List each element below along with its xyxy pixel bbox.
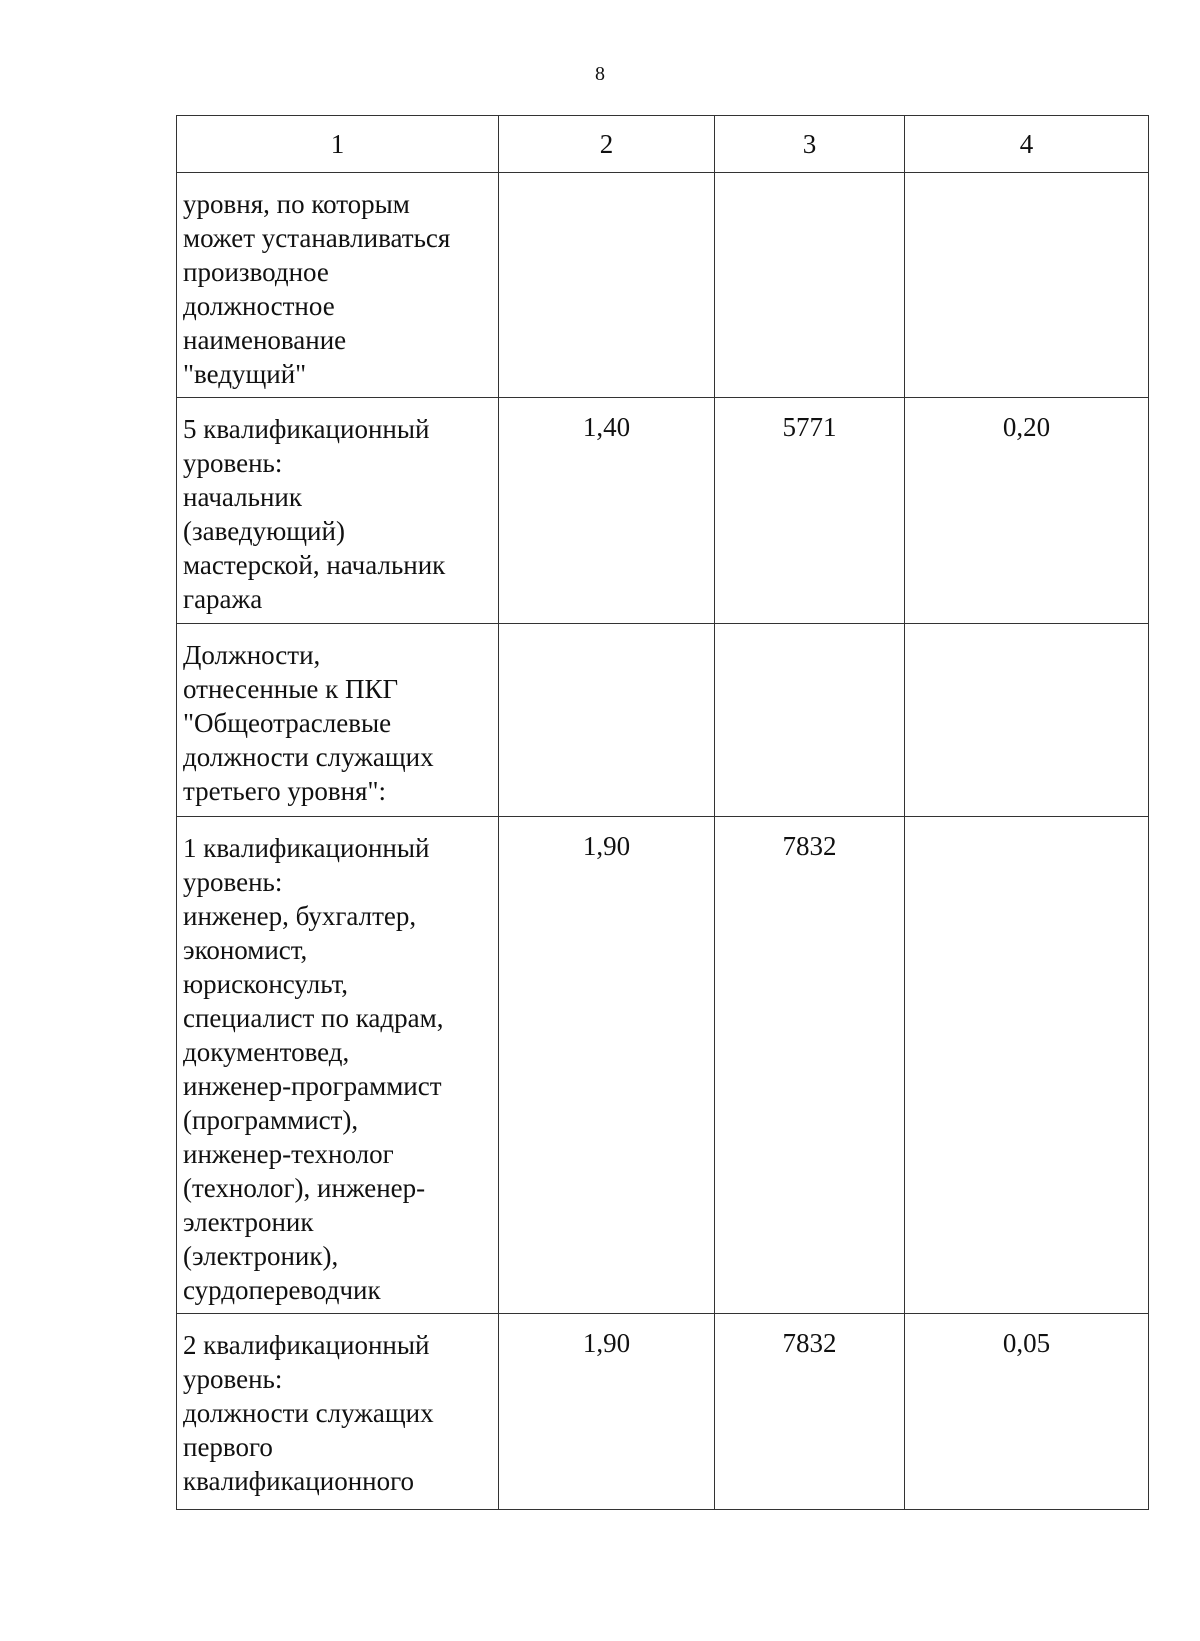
- column-header-1: 1: [177, 116, 499, 173]
- salary-cell: 7832: [715, 817, 905, 1314]
- coefficient-cell: [499, 624, 715, 817]
- coefficient-cell: 1,90: [499, 817, 715, 1314]
- table-row: [177, 398, 1149, 624]
- salary-cell: [715, 173, 905, 398]
- coefficient-cell: [499, 173, 715, 398]
- coefficient-cell: 1,40: [499, 398, 715, 624]
- table-row: [177, 624, 1149, 817]
- qualification-table: [176, 115, 1149, 1510]
- table-row: [177, 817, 1149, 1314]
- table-row: [177, 1314, 1149, 1510]
- position-name-cell: 5 квалификационный уровень: начальник (заведующий) мастерской, начальник гаража: [177, 398, 499, 624]
- position-name-cell: 1 квалификационный уровень: инженер, бухгалтер, экономист, юрисконсульт, специалист по кадрам, документовед, инженер-программист (программист), инженер-технолог (технолог), инженер- электроник (электроник), сурдопереводчик: [177, 817, 499, 1314]
- extra-coefficient-cell: [905, 817, 1149, 1314]
- position-name-cell: Должности, отнесенные к ПКГ "Общеотраслевые должности служащих третьего уровня":: [177, 624, 499, 817]
- coefficient-cell: 1,90: [499, 1314, 715, 1510]
- position-name-cell: уровня, по которым может устанавливаться производное должностное наименование "ведущий": [177, 173, 499, 398]
- column-header-4: 4: [905, 116, 1149, 173]
- salary-cell: 5771: [715, 398, 905, 624]
- column-header-2: 2: [499, 116, 715, 173]
- extra-coefficient-cell: 0,05: [905, 1314, 1149, 1510]
- extra-coefficient-cell: 0,20: [905, 398, 1149, 624]
- position-name-cell: 2 квалификационный уровень: должности служащих первого квалификационного: [177, 1314, 499, 1510]
- table-row: [177, 173, 1149, 398]
- salary-cell: [715, 624, 905, 817]
- salary-cell: 7832: [715, 1314, 905, 1510]
- page-number: 8: [595, 63, 605, 85]
- extra-coefficient-cell: [905, 173, 1149, 398]
- extra-coefficient-cell: [905, 624, 1149, 817]
- column-header-3: 3: [715, 116, 905, 173]
- table-header-row: [177, 116, 1149, 173]
